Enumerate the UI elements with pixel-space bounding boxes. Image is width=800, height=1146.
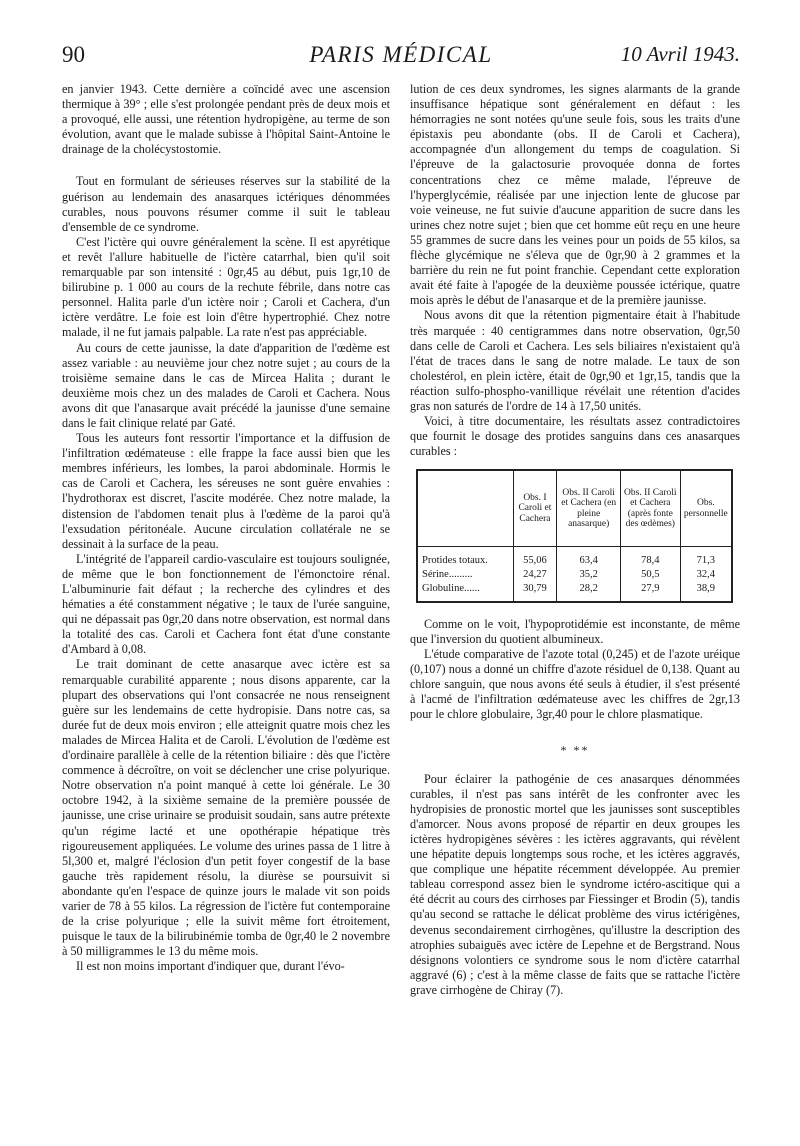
table-cell: 32,4 <box>680 568 732 582</box>
row-label: Globuline...... <box>422 582 480 594</box>
table-cell: 35,2 <box>557 568 621 582</box>
paragraph: en janvier 1943. Cette dernière a coïncidé avec une ascension thermique à 39° ; elle s'est prolongée pendant près de deux mois et a provoqué, elle aussi, une rétention hydropigène, au terme de son évolution, avant que le malade subisse à l'hôpital Saint-Antoine le drainage de la cholécystostomie. <box>62 82 390 157</box>
row-label: Protides totaux. <box>422 554 488 566</box>
issue-date: 10 Avril 1943. <box>620 42 740 66</box>
paragraph: Pour éclairer la pathogénie de ces anasarques dénommées curables, il n'est pas sans intérêt de les confronter avec les hydropisies de pronostic mortel que les jaunisses sont susceptibles d'amorcer. Nous avons proposé de répartir en deux groupes les ictères hydropigènes sévères : les ictères aggravants, qui révèlent une hépatite depuis longtemps sous roche, et les ictères aggravés, que complique une hépatite récemment développée. Au premier tableau correspond assez bien le syndrome ictéro-ascitique qui a été décrit au cours des cirrhoses par Fiessinger et Brodin (5), tandis qu'au second se rattache le délicat problème des virus ictérigènes, devenus secondairement cirrhogènes, qu'illustre la description des atrophies subaiguës avec ictère de Lepehne et de Bergstrand. Nous désignons volontiers ce syndrome sous le nom d'ictère catarrhal aggravé (6) ; c'est à la même classe de faits que se rattache l'ictère grave cirrhogène de Chiray (7). <box>410 771 740 997</box>
paragraph: Tous les auteurs font ressortir l'importance et la diffusion de l'infiltration œdémateuse : elle frappe la face aussi bien que les membres inférieurs, les lombes, la paroi abdominale. Hormis le cas de Caroli et Cachera, les séreuses ne sont guère envahies : l'hydrothorax est discret, l'ascite modérée. Chez notre malade, la distension de l'abdomen tenait plus à l'œdème de la paroi qu'à l'exsudation péritonéale. Aucune circulation collatérale ne se dessinait à la surface de la peau. <box>62 431 390 551</box>
left-column <box>62 82 390 974</box>
table-row <box>417 582 732 602</box>
paragraph: L'intégrité de l'appareil cardio-vasculaire est toujours soulignée, de même que le bon fonctionnement de l'émonctoire rénal. L'albuminurie fait défaut ; la recherche des cylindres et des hématies a été constamment négative ; le taux de l'urée sanguine, qui ne dépassait pas 0gr,20 dans notre observation, est normal dans la totalité des cas. Caroli et Cachera font état d'une constante d'Ambard à 0,08. <box>62 551 390 657</box>
paragraph: C'est l'ictère qui ouvre généralement la scène. Il est apyrétique et revêt l'allure habituelle de l'ictère catarrhal, bien qu'il soit remarquable par son intensité : 0gr,45 au début, puis 1gr,10 de bilirubine p. 1 000 au cours de la rechute fébrile, dans notre cas personnel. Halita parle d'un ictère noir ; Caroli et Cachera, d'un ictère verdâtre. Le foie est loin d'être hypertrophié. Chez notre malade, il ne fut jamais palpable. La rate n'est pas appréciable. <box>62 234 390 340</box>
paragraph: lution de ces deux syndromes, les signes alarmants de la grande insuffisance hépatique sont généralement en défaut : les hémorragies ne sont notées qu'une seule fois, sous les traits d'une épistaxis peu abondante (obs. II de Caroli et Cachera), accompagnée d'un allongement du temps de coagulation. Si l'épreuve de la galactosurie provoquée donna de fortes concentrations chez ce même malade, l'épreuve de l'hyperglycémie, réalisée par une injection lente de glucose par voie veineuse, ne fut suivie d'aucune apparition de sucre dans les urines chez notre sujet ; bien que cet homme eût reçu en une heure 55 grammes de sucre dans les veines pour un poids de 55 kilos, sa flèche glycémique ne s'éleva que de 0gr,90 à 2 grammes et la barrière du rein ne fut point franchie. Cependant cette exploration avait été faite à l'apogée de la deuxième poussée ictérique, quatre mois après le début de l'anasarque et de la première jaunisse. <box>410 82 740 308</box>
table-cell: 28,2 <box>557 582 621 602</box>
paragraph: Au cours de cette jaunisse, la date d'apparition de l'œdème est assez variable : au neuvième jour chez notre sujet ; au cours de la troisième semaine dans le cas de Mircea Halita ; durant le deuxième mois chez un des malades de Caroli et Cachera. Nous avons dit que l'anasarque avait précédé la jaunisse d'une semaine dans le fait clinique relaté par Gaté. <box>62 340 390 430</box>
protides-table <box>416 469 733 603</box>
table-cell: 38,9 <box>680 582 732 602</box>
table-cell: 30,79 <box>513 582 557 602</box>
table-header-cell: Obs. personnelle <box>680 470 732 546</box>
page-header <box>62 42 740 72</box>
table-header-cell <box>417 470 513 546</box>
table-cell: 63,4 <box>557 546 621 568</box>
journal-title: PARIS MÉDICAL <box>309 42 493 67</box>
paragraph: Comme on le voit, l'hypoprotidémie est inconstante, de même que l'inversion du quotient albumineux. <box>410 616 740 646</box>
table-row <box>417 546 732 568</box>
table-row <box>417 568 732 582</box>
page-number: 90 <box>62 42 85 67</box>
table-header-cell: Obs. II Caroli et Cachera (après fonte des œdèmes) <box>620 470 680 546</box>
paragraph: Nous avons dit que la rétention pigmentaire était à l'habitude très marquée : 40 centigrammes dans notre observation, 0gr,50 dans celle de Caroli et Cachera. Les sels biliaires n'existaient qu'à l'état de traces dans le sang de notre malade. Le taux de son cholestérol, en plein ictère, était de 0gr,90 et 1gr,15, tandis que la réaction sulfo-phospho-vanillique révélait une rétention d'acides gras non saturés de l'ordre de 14 à 17,50 unités. <box>410 308 740 413</box>
table-cell: 55,06 <box>513 546 557 568</box>
row-label: Sérine......... <box>422 568 473 580</box>
table-header-cell: Obs. I Caroli et Cachera <box>513 470 557 546</box>
table-cell: 78,4 <box>620 546 680 568</box>
table-cell: 71,3 <box>680 546 732 568</box>
table-cell: 24,27 <box>513 568 557 582</box>
table-cell: 27,9 <box>620 582 680 602</box>
paragraph: Tout en formulant de sérieuses réserves sur la stabilité de la guérison au lendemain des anasarques ictériques dénommées curables, nous pouvons résumer comme il suit le tableau d'ensemble de ce syndrome. <box>62 174 390 234</box>
paragraph: Voici, à titre documentaire, les résultats assez contradictoires que fournit le dosage des protides sanguins dans ces anasarques curables : <box>410 414 740 459</box>
table-header-row <box>417 470 732 546</box>
section-separator: * ** <box>560 742 590 757</box>
table-cell: 50,5 <box>620 568 680 582</box>
paragraph: Le trait dominant de cette anasarque avec ictère est sa remarquable curabilité apparente ; nous disons apparente, car la plupart des observations qui l'ont consacrée ne nous renseignent guère sur les lendemains de cette hydropisie. Dans notre cas, sa durée fut de deux mois environ ; elle atteignit quatre mois chez les malades de Mircea Halita et de Caroli. L'évolution de l'œdème est d'ordinaire parallèle à celle de la rétention biliaire : dès que l'ictère commence à décroître, on voit se déclencher une crise polyurique. Notre observation n'a point manqué à cette loi générale. Le 30 octobre 1942, à la sixième semaine de la première poussée de jaunisse, une crise urinaire se produisit soudain, sans autre prétexte qu'un régime lacté et une opothérapie hépatique très rigoureusement appliquées. Le volume des urines passa de 1 litre à 5l,300 et, malgré l'éclosion d'un petit foyer congestif de la base gauche très rapidement résolu, la diurèse se poursuivit si abondante qu'en l'espace de quinze jours le malade vit son poids varier de 78 à 55 kilos. La régression de l'ictère fut contemporaine de la crise polyurique ; elle la suivit même fort étroitement, puisque le taux de la bilirubinémie tomba de 0gr,40 le 2 novembre à 50 milligrammes le 13 du même mois. <box>62 657 390 959</box>
paragraph: L'étude comparative de l'azote total (0,245) et de l'azote uréique (0,107) nous a donné un chiffre d'azote résiduel de 0,138. Quant au chlore sanguin, que nous avons été seuls à étudier, il s'est présenté à l'acmé de l'infiltration œdémateuse avec les chiffres de 2gr,13 pour le chlore globulaire, 3gr,40 pour le chlore plasmatique. <box>410 647 740 722</box>
table-header-cell: Obs. II Caroli et Cachera (en pleine anasarque) <box>557 470 621 546</box>
right-column <box>410 82 740 998</box>
paragraph: Il est non moins important d'indiquer que, durant l'évo- <box>76 959 345 974</box>
